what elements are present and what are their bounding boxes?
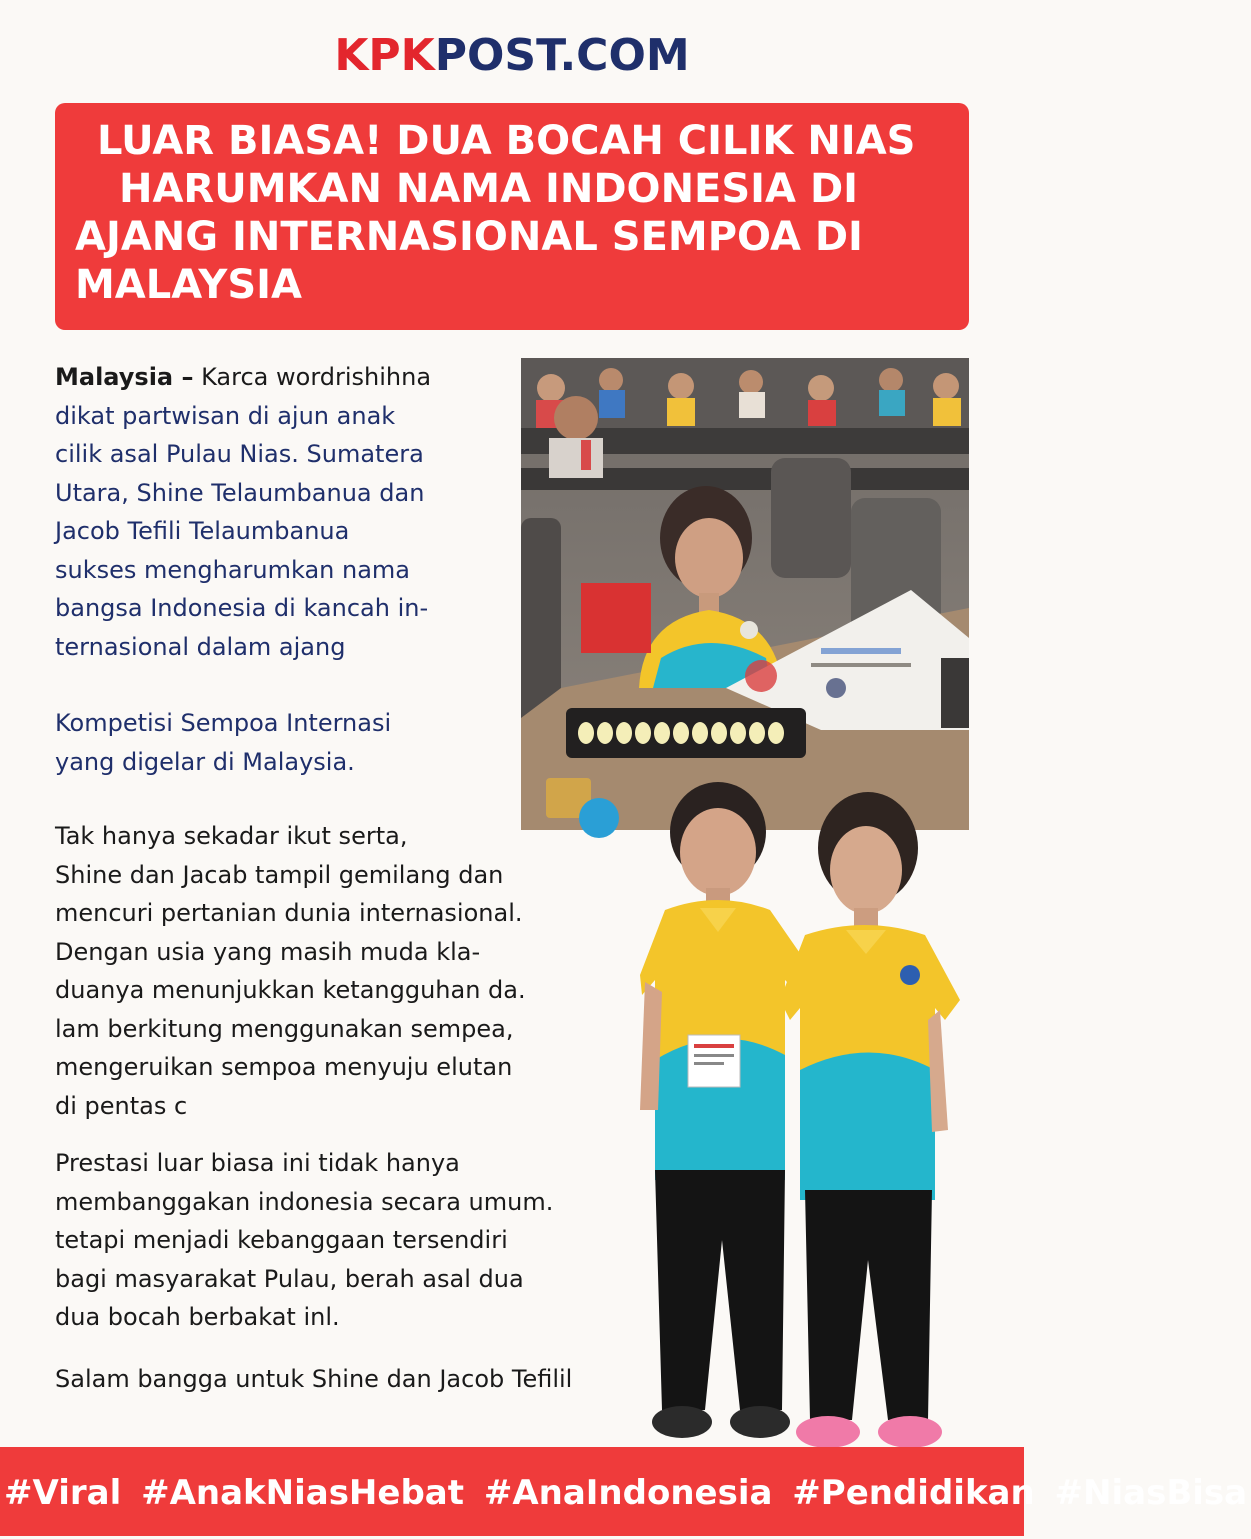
hashtag-link[interactable]: #AnaIndonesia: [483, 1473, 773, 1513]
article-line: sukses mengharumkan nama: [55, 555, 411, 584]
article-line: duanya menunjukkan ketangguhan da.: [55, 976, 526, 1004]
article-line: Karca wordrishihna: [201, 363, 432, 391]
article-line: Tak hanya sekadar ikut serta,: [55, 822, 408, 850]
hashtag-link[interactable]: #Viral: [4, 1473, 122, 1513]
article-line: bangsa Indonesia di kancah in-: [55, 594, 429, 622]
article-line: bagi masyarakat Pulau, berah asal dua: [55, 1264, 524, 1293]
site-logo[interactable]: [0, 30, 1024, 81]
dateline: Malaysia –: [55, 363, 194, 391]
article-line: Kompetisi Sempoa Internasi: [55, 709, 392, 737]
article-line: yang digelar di Malaysia.: [55, 747, 355, 776]
logo-part-post: POST.COM: [434, 30, 690, 81]
article-line: dikat partwisan di ajun anak: [55, 401, 396, 430]
article-line: Prestasi luar biasa ini tidak hanya: [55, 1149, 460, 1177]
article-line: lam berkitung menggunakan sempea,: [55, 1014, 514, 1043]
article-paragraph-2: [55, 704, 391, 781]
competition-photo: [521, 358, 969, 830]
hashtag-link[interactable]: #AnakNiasHebat: [141, 1473, 464, 1513]
article-line-first: [55, 358, 431, 397]
article-line: mengeruikan sempoa menyuju elutan: [55, 1053, 513, 1081]
article-line: Salam bangga untuk Shine dan Jacob Tefilil: [55, 1365, 573, 1393]
article-paragraph-3: [55, 817, 526, 1125]
article-line: dua bocah berbakat inl.: [55, 1303, 340, 1331]
headline-line: AJANG INTERNASIONAL SEMPOA DI: [75, 214, 863, 260]
article-line: Jacob Tefili Telaumbanua: [55, 517, 350, 545]
headline-banner: [55, 103, 969, 330]
hashtag-link[interactable]: #NiasBisa: [1054, 1473, 1248, 1513]
article-line: tetapi menjadi kebanggaan tersendiri: [55, 1226, 508, 1254]
headline-line: MALAYSIA: [75, 262, 302, 308]
logo-part-kpk: KPK: [334, 30, 435, 81]
article-line: mencuri pertanian dunia internasional.: [55, 899, 523, 927]
article-line: membanggakan indonesia secara umum.: [55, 1187, 554, 1216]
headline-line: LUAR BIASA! DUA BOCAH CILIK NIAS: [97, 118, 916, 164]
article-paragraph-4: [55, 1144, 553, 1337]
article-line: cilik asal Pulau Nias. Sumatera: [55, 440, 424, 468]
kids-photo-illustration: [610, 770, 970, 1460]
article-line: ternasional dalam ajang: [55, 632, 346, 661]
closing-line: [55, 1360, 572, 1399]
competition-photo-illustration: [521, 358, 969, 830]
hashtag-bar: [0, 1447, 1248, 1536]
headline-line: HARUMKAN NAMA INDONESIA DI: [119, 166, 859, 212]
headline: [75, 117, 949, 309]
article-line: Utara, Shine Telaumbanua dan: [55, 478, 425, 507]
article-paragraph-1: [55, 358, 431, 666]
article-line: di pentas c: [55, 1091, 188, 1120]
kids-photo: [610, 770, 970, 1460]
article-line: Dengan usia yang masih muda kla-: [55, 937, 481, 966]
article-line: Shine dan Jacab tampil gemilang dan: [55, 860, 504, 889]
hashtag-link[interactable]: #Pendidikan: [792, 1473, 1035, 1513]
